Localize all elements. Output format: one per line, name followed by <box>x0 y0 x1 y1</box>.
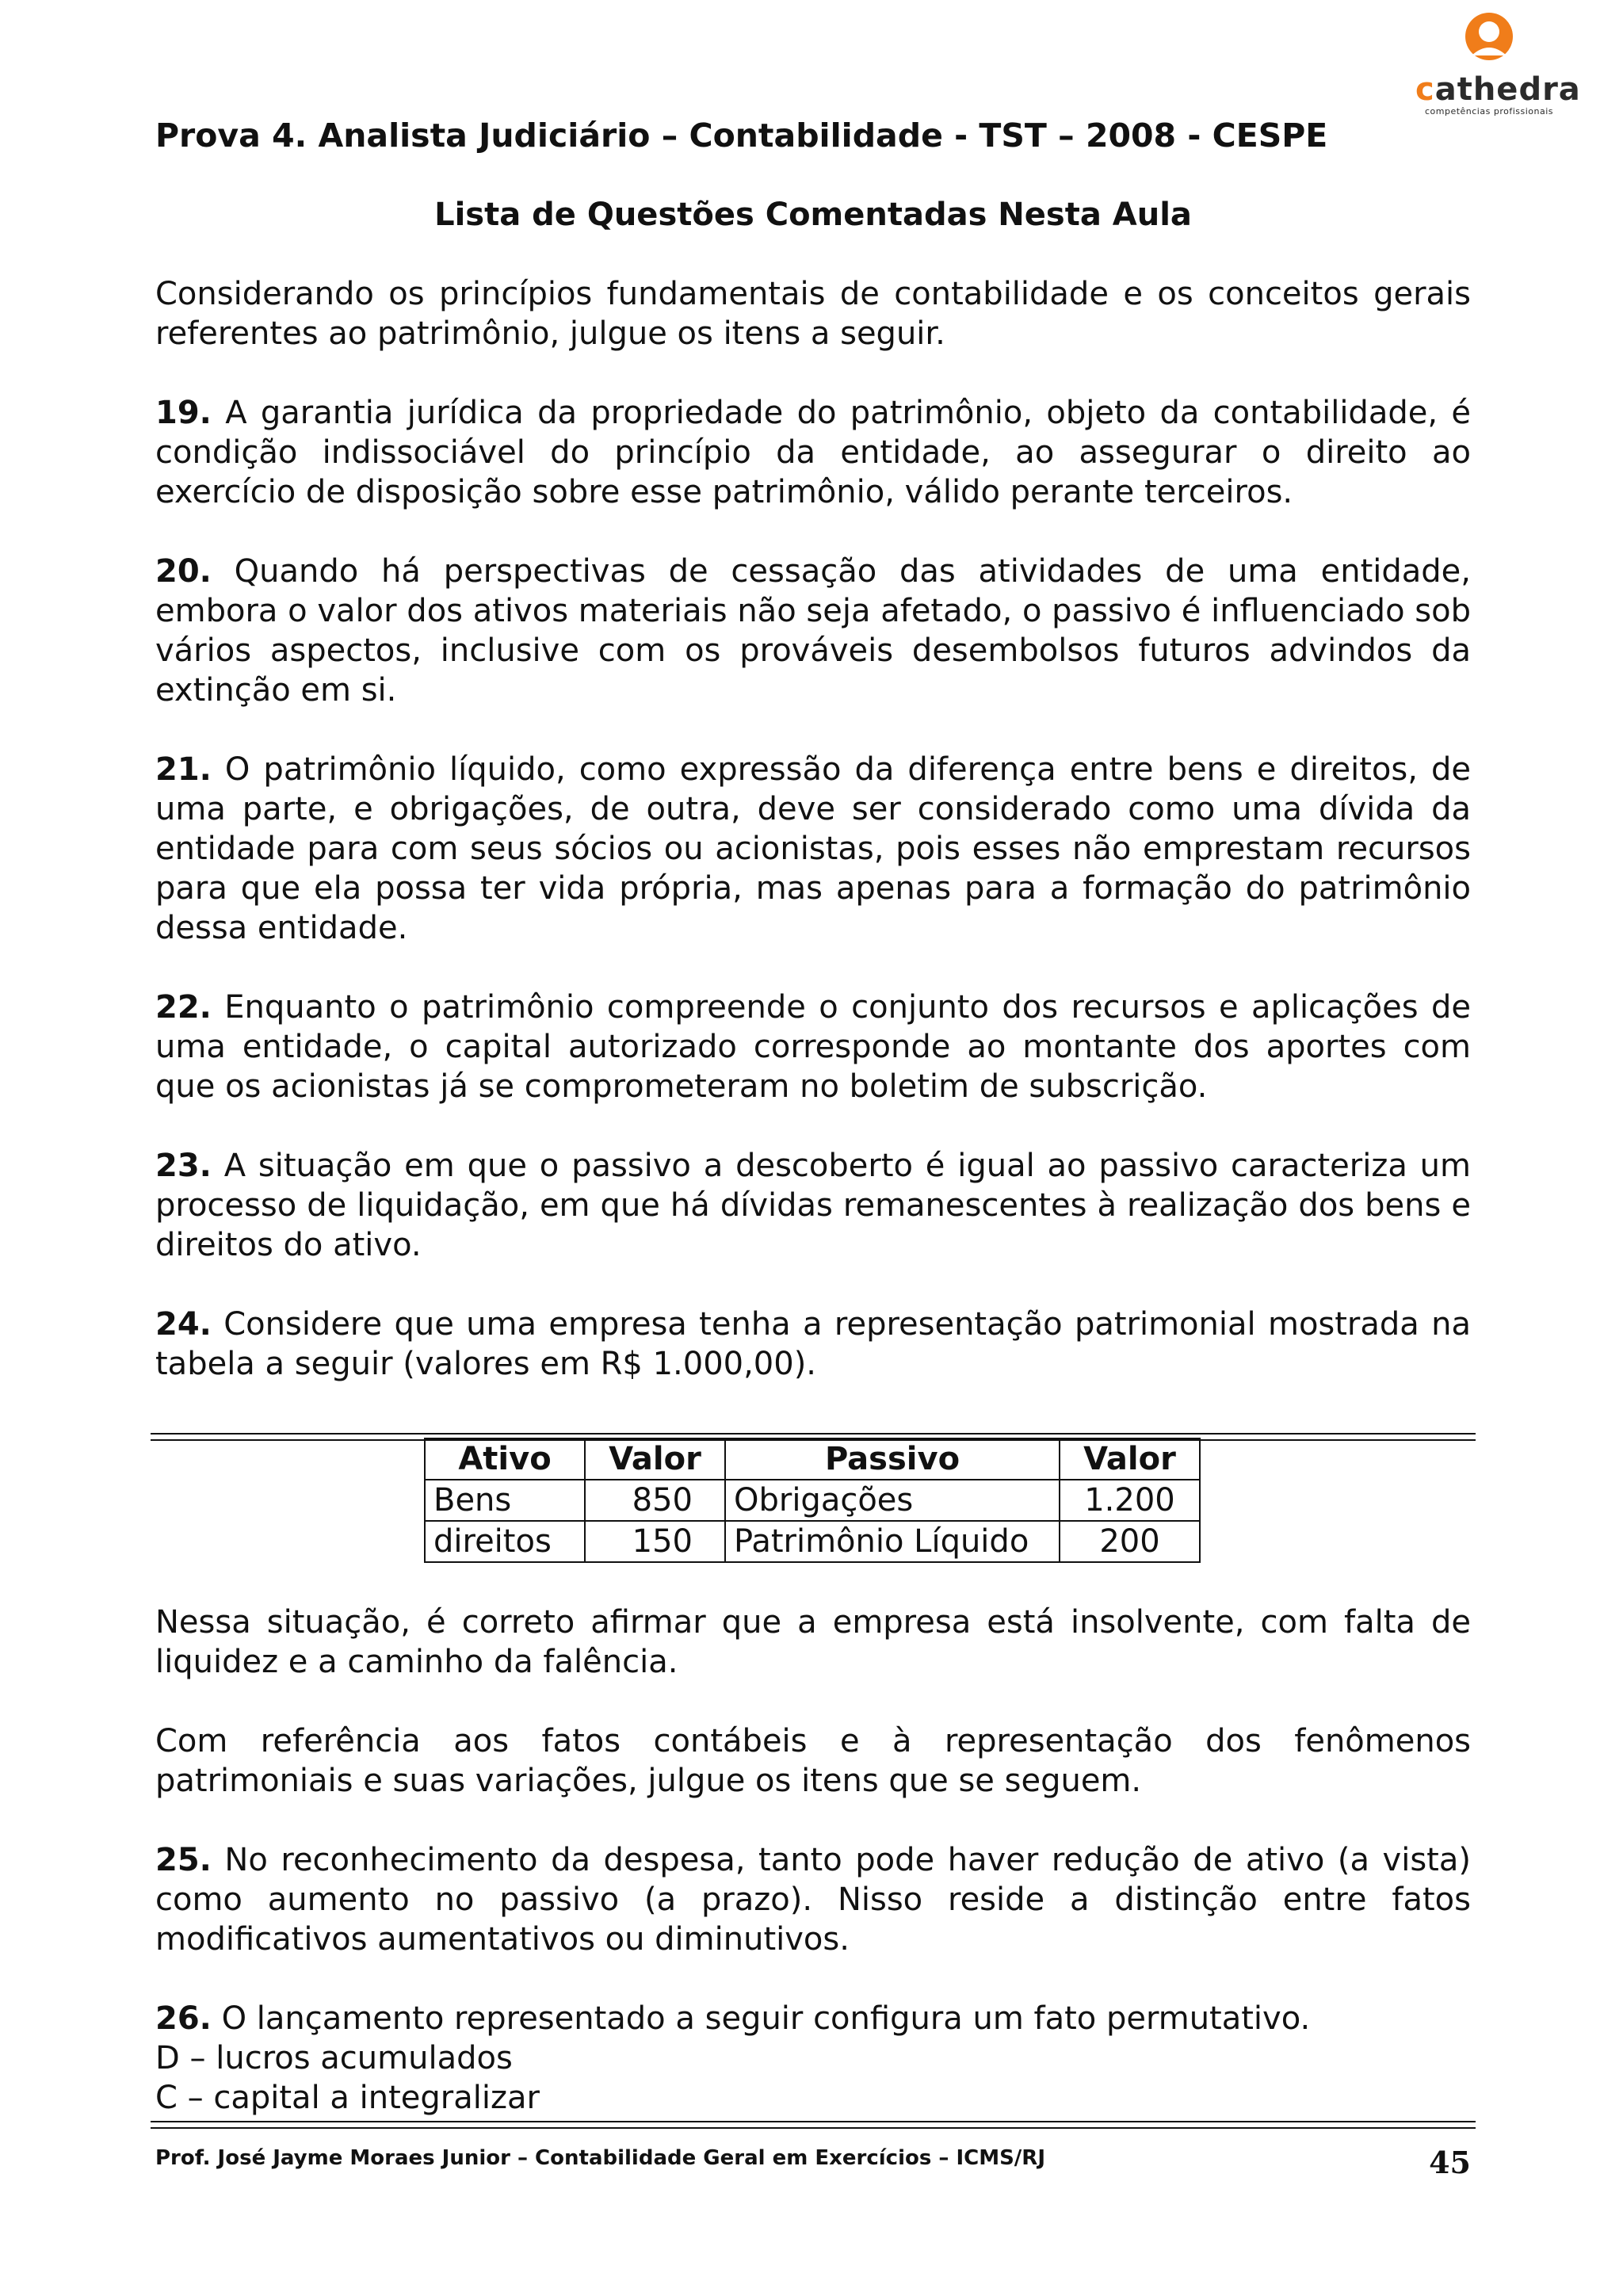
page-subtitle: Lista de Questões Comentadas Nesta Aula <box>434 197 1192 233</box>
logo-tagline: competências profissionais <box>1424 106 1554 117</box>
table-row <box>425 1480 1200 1521</box>
question-20: 20. Quando há perspectivas de cessação das atividades de uma entidade, embora o valor dos ativos materiais não seja afetado, o passivo é influenciado sob vários aspectos, inclusive com os prováveis desembolsos futuros advindos da extinção em si. <box>155 553 1471 709</box>
table-cell: Obrigações <box>725 1480 1060 1521</box>
person-logo-icon <box>1415 8 1563 71</box>
question-19: 19. A garantia jurídica da propriedade do patrimônio, objeto da contabilidade, é condição indissociável do princípio da entidade, ao assegurar o direito ao exercício de disposição sobre esse patrimônio, válido perante terceiros. <box>155 395 1471 510</box>
table-row <box>425 1521 1200 1562</box>
header-valor-ativo: Valor <box>585 1438 725 1480</box>
table-cell: Patrimônio Líquido <box>725 1521 1060 1562</box>
table-cell: 200 <box>1060 1521 1200 1562</box>
balance-table <box>424 1438 1201 1563</box>
table-cell: Bens <box>425 1480 585 1521</box>
entry-debit: D – lucros acumulados <box>155 2040 513 2076</box>
page-number: 45 <box>1429 2145 1471 2180</box>
document-body <box>155 116 1471 1384</box>
footer-text: Prof. José Jayme Moraes Junior – Contabilidade Geral em Exercícios – ICMS/RJ <box>155 2146 1045 2170</box>
header-ativo: Ativo <box>425 1438 585 1480</box>
page-title: Prova 4. Analista Judiciário – Contabilidade - TST – 2008 - CESPE <box>155 117 1328 155</box>
intro-paragraph: Considerando os princípios fundamentais de contabilidade e os conceitos gerais referentes ao patrimônio, julgue os itens a seguir. <box>155 276 1471 352</box>
question-25: 25. No reconhecimento da despesa, tanto pode haver redução de ativo (a vista) como aumento no passivo (a prazo). Nisso reside a distinção entre fatos modificativos aumentativos ou diminutivos. <box>155 1842 1471 1958</box>
logo-wordmark: cathedra <box>1415 71 1581 108</box>
question-22: 22. Enquanto o patrimônio compreende o conjunto dos recursos e aplicações de uma entidade, o capital autorizado corresponde ao montante dos aportes com que os acionistas já se comprometeram no boletim de subscrição. <box>155 989 1471 1105</box>
table-cell: 150 <box>585 1521 725 1562</box>
table-cell: direitos <box>425 1521 585 1562</box>
question-24: 24. Considere que uma empresa tenha a representação patrimonial mostrada na tabela a seguir (valores em R$ 1.000,00). <box>155 1306 1472 1382</box>
question-23: 23. A situação em que o passivo a descoberto é igual ao passivo caracteriza um processo de liquidação, em que há dívidas remanescentes à realização dos bens e direitos do ativo. <box>155 1148 1471 1263</box>
entry-credit: C – capital a integralizar <box>155 2080 540 2116</box>
cathedra-logo <box>1415 8 1581 117</box>
document-body-continued <box>155 1603 1471 2118</box>
footer-divider <box>151 2121 1476 2129</box>
question-24-statement: Nessa situação, é correto afirmar que a empresa está insolvente, com falta de liquidez e a caminho da falência. <box>155 1604 1471 1680</box>
question-26: 26. O lançamento representado a seguir configura um fato permutativo. <box>155 2000 1311 2037</box>
header-valor-passivo: Valor <box>1060 1438 1200 1480</box>
intro-paragraph-2: Com referência aos fatos contábeis e à representação dos fenômenos patrimoniais e suas variações, julgue os itens que se seguem. <box>155 1723 1471 1799</box>
header-passivo: Passivo <box>725 1438 1060 1480</box>
table-cell: 850 <box>585 1480 725 1521</box>
question-21: 21. O patrimônio líquido, como expressão da diferença entre bens e direitos, de uma parte, e obrigações, de outra, deve ser considerado como uma dívida da entidade para com seus sócios ou acionistas, pois esses não emprestam recursos para que ela possa ter vida própria, mas apenas para a formação do patrimônio dessa entidade. <box>155 751 1471 946</box>
table-cell: 1.200 <box>1060 1480 1200 1521</box>
table-header-row <box>425 1438 1200 1480</box>
